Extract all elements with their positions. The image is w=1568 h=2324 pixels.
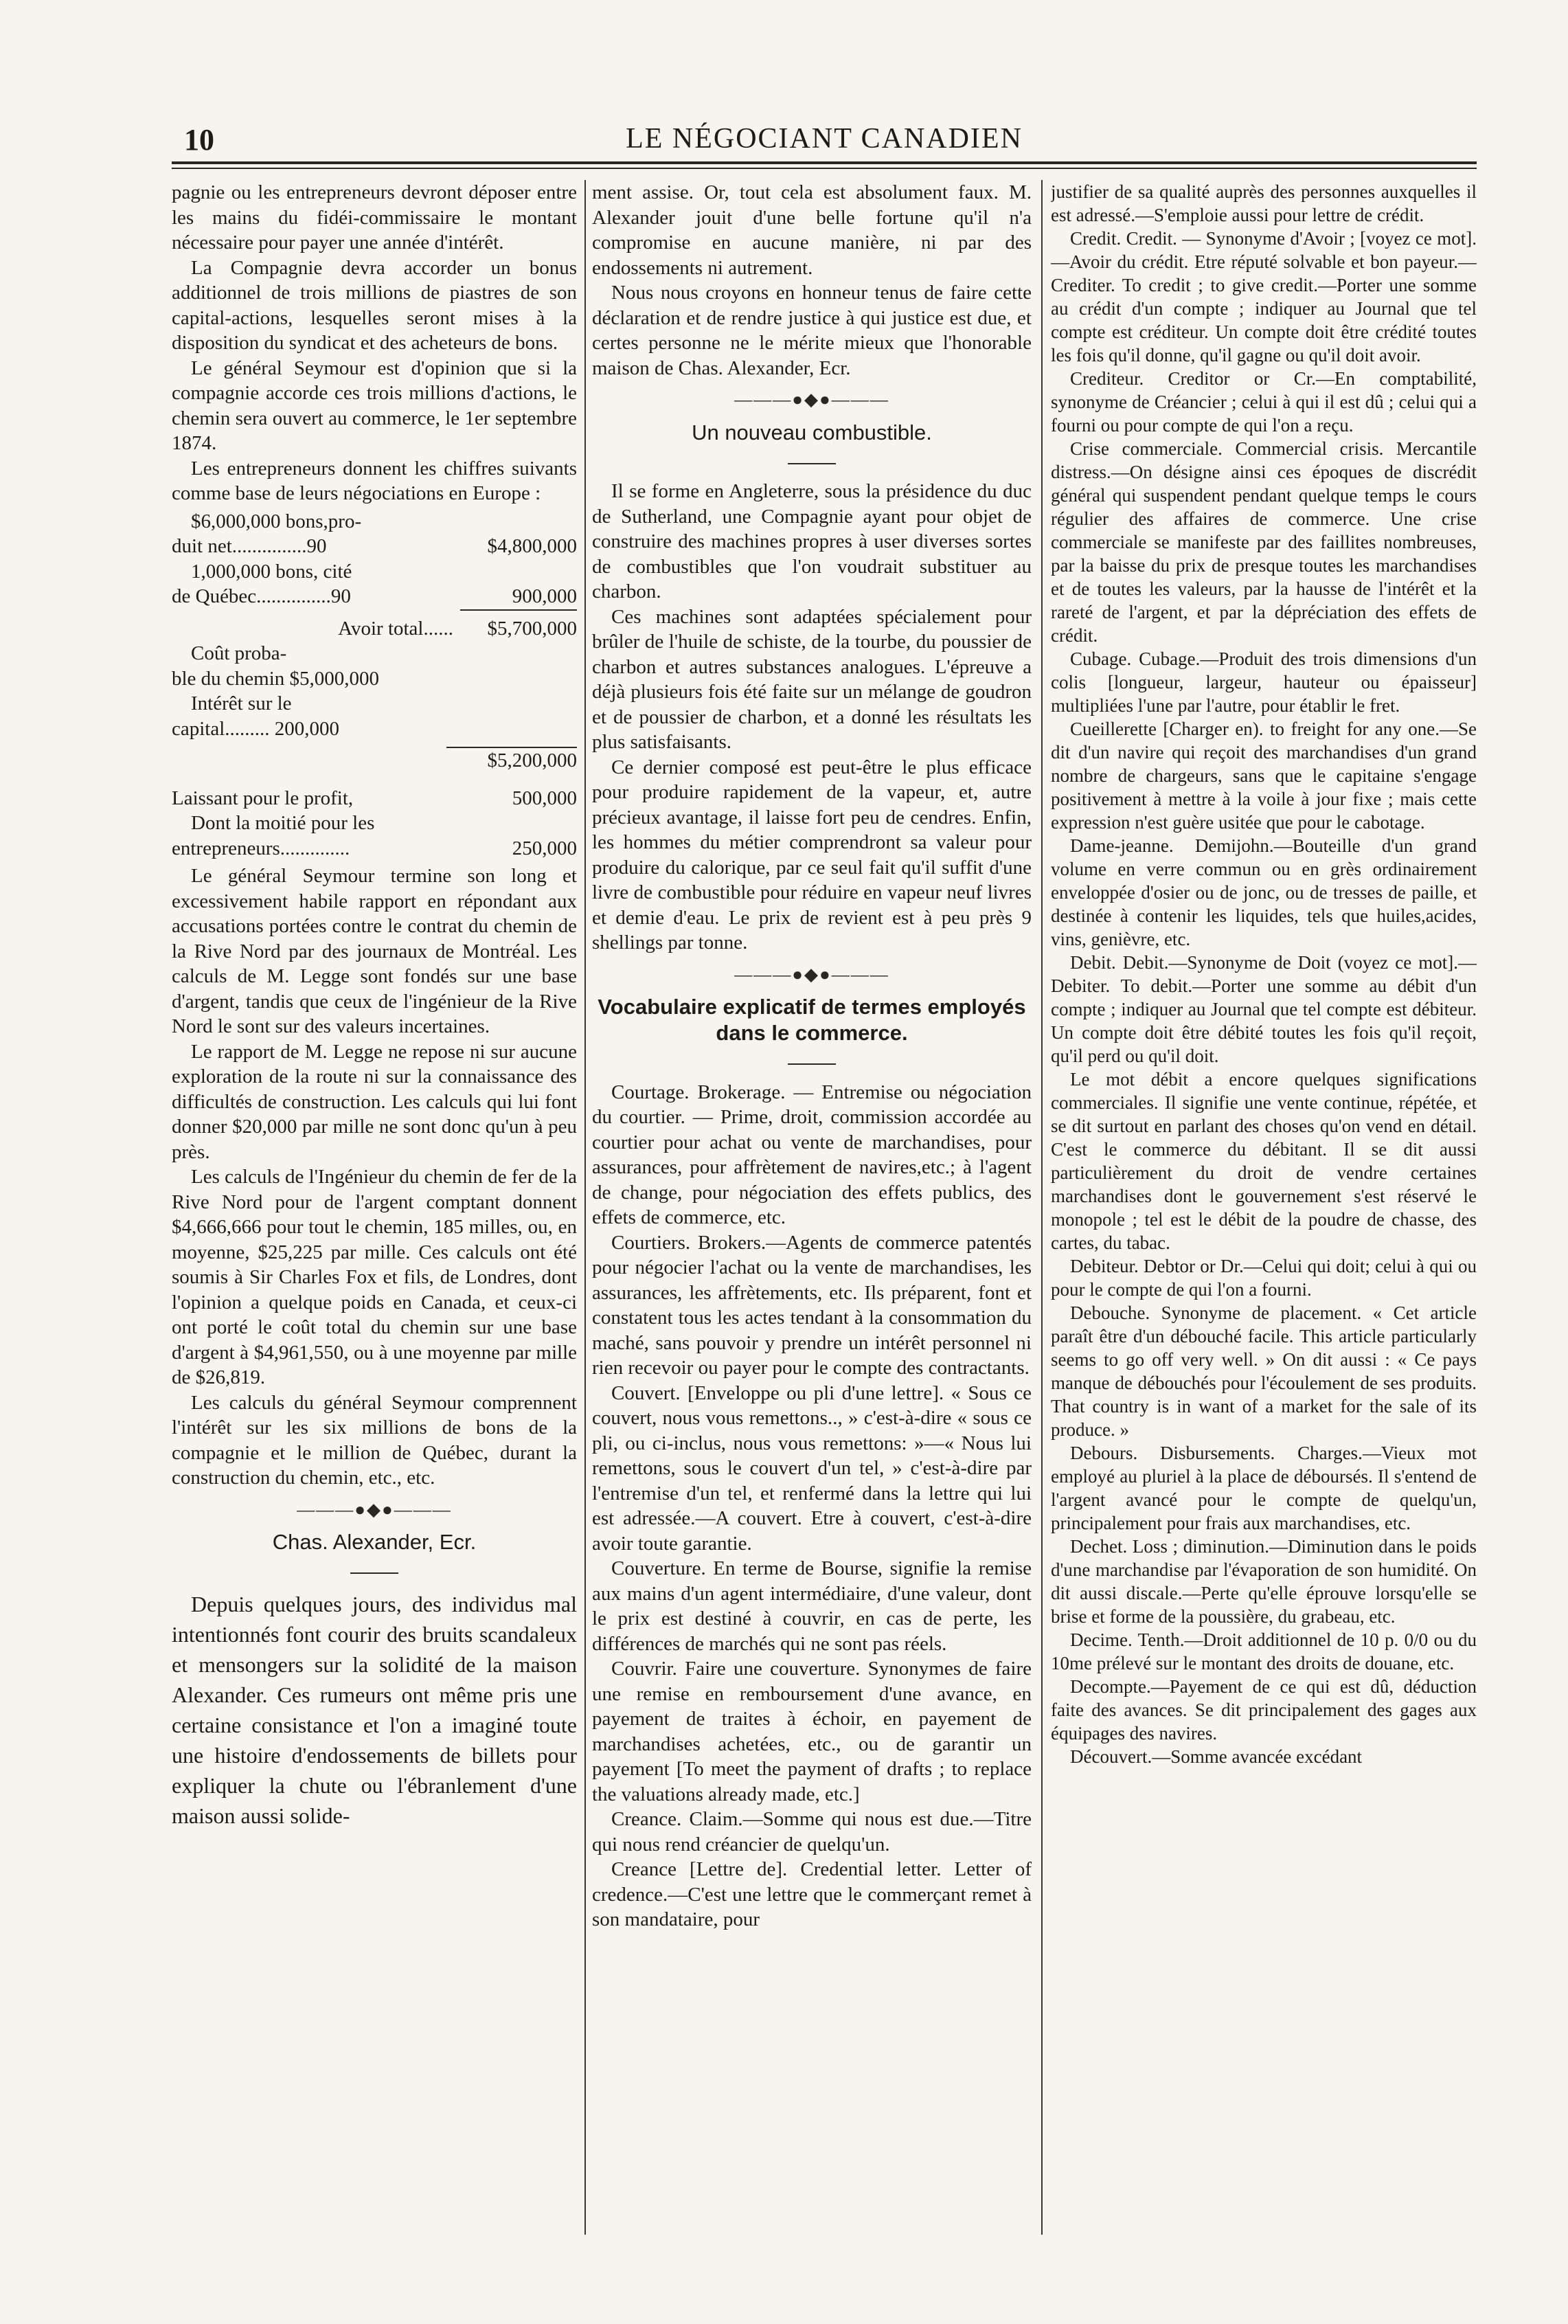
financial-figures — [172, 509, 577, 861]
ornament-separator: ———●◆●——— — [734, 964, 889, 984]
short-rule — [172, 1559, 577, 1585]
paragraph: Ce dernier composé est peut-être le plus efficace pour produire rapidement de la vapeur, et, autre précieux avantage, il laisse fort peu de cendres. Enfin, les hommes du métier comprendront sa valeur pour produire du calorique, par ce seul fait qu'il suffit d'une livre de combustible pour réduire en vapeur neuf livres et demie d'eau. Le prix de revient est à peu près 9 shellings par tonne. — [592, 756, 1032, 954]
paragraph: pagnie ou les entrepreneurs devront déposer entre les mains du fidéi-commissaire le montant nécessaire pour payer une année d'intérêt. — [172, 181, 577, 253]
vocabulary-entry: Creance. Claim.—Somme qui nous est due.—Titre qui nous rend créancier de quelqu'un. — [592, 1808, 1032, 1855]
section-heading: Chas. Alexander, Ecr. — [272, 1530, 477, 1554]
header-rule-thin — [172, 168, 1477, 169]
column-3 — [1051, 180, 1477, 2242]
figure-row: Dont la moitié pour les — [191, 812, 375, 834]
vocabulary-entry: Credit. Credit. — Synonyme d'Avoir ; [voyez ce mot].—Avoir du crédit. Etre réputé solvable et bon payeur.—Crediter. To credit ; to give credit.—Porter une somme au crédit d'un compte ; indiquer au Journal que tel compte est créditeur. Un compte doit être crédité toutes les fois qu'il donne, qu'il gagne ou qu'il doit avoir. — [1051, 228, 1477, 365]
vocabulary-entry: Decime. Tenth.—Droit additionnel de 10 p. 0/0 ou du 10me prélevé sur le montant des droits de douane, etc. — [1051, 1629, 1477, 1673]
figure-row: de Québec...............90 900,000 — [172, 584, 577, 611]
figure-row: capital......... 200,000 — [172, 717, 340, 740]
vocabulary-entry: Cubage. Cubage.—Produit des trois dimensions d'un colis [longueur, largeur, hauteur ou épaisseur] multipliées l'une par l'autre, pour établir le fret. — [1051, 648, 1477, 716]
vocabulary-entry: Couvrir. Faire une couverture. Synonymes de faire une remise en remboursement d'une avance, en payement de traites à échoir, en payement de marchandises achetées, etc., ou de garantir un payement [To meet the payment of drafts ; to replace the valuations already made, etc.] — [592, 1658, 1032, 1805]
vocabulary-entry: Decompte.—Payement de ce qui est dû, déduction faite des avances. Se dit principalement des gages aux équipages des navires. — [1051, 1676, 1477, 1744]
paragraph: Les calculs de l'Ingénieur du chemin de fer de la Rive Nord pour de l'argent comptant donnent $4,666,666 pour tout le chemin, 185 milles, ou, en moyenne, $25,225 par mille. Ces calculs ont été soumis à Sir Charles Fox et fils, de Londres, dont l'opinion a quelque poids en Canada, et ceux-ci ont porté le coût total du chemin sur une base d'argent à $4,961,550, ou à une moyenne par mille de $26,819. — [172, 1166, 577, 1388]
paragraph: ment assise. Or, tout cela est absolument faux. M. Alexander jouit d'une belle fortune qu'il n'a compromise en aucune manière, ni par des endossements ni autrement. — [592, 181, 1032, 279]
vocabulary-entry: Debours. Disbursements. Charges.—Vieux mot employé au pluriel à la place de déboursés. Il s'entend de l'argent avancé pour le compte de quelqu'un, principalement pour frais aux marchandises, etc. — [1051, 1443, 1477, 1533]
column-2 — [592, 180, 1032, 2242]
vocabulary-entry: Couverture. En terme de Bourse, signifie la remise aux mains d'un agent intermédiaire, d'une valeur, dont le prix est destiné à couvrir, en cas de perte, les différences de marchés qui ne sont pas réels. — [592, 1557, 1032, 1655]
figure-row: Intérêt sur le — [191, 692, 292, 714]
paragraph: Le général Seymour termine son long et excessivement habile rapport en répondant aux accusations portées contre le contrat du chemin de la Rive Nord par des journaux de Montréal. Les calculs de M. Legge sont fondés sur une base d'argent, tandis que ceux de l'ingénieur de la Rive Nord le sont sur des valeurs incertaines. — [172, 865, 577, 1037]
column-divider-1 — [584, 180, 586, 2235]
paragraph: Le rapport de M. Legge ne repose ni sur aucune exploration de la route ni sur la connaissance des difficultés de construction. Les calculs qui lui font donner $20,000 par mille ne sont donc qu'un à peu près. — [172, 1040, 577, 1163]
paragraph: Les entrepreneurs donnent les chiffres suivants comme base de leurs négociations en Europe : — [172, 457, 577, 504]
paragraph: Ces machines sont adaptées spécialement pour brûler de l'huile de schiste, de la tourbe, du poussier de charbon et autres substances analogues. L'épreuve a déjà plusieurs fois été faite sur un mélange de goudron et de poussier de charbon, et a donné les résultats les plus satisfaisants. — [592, 605, 1032, 753]
vocabulary-entry: Crediteur. Creditor or Cr.—En comptabilité, synonyme de Créancier ; celui à qui il est dû ; celui qui a fourni ou pour compte de qui l'on a reçu. — [1051, 368, 1477, 436]
vocabulary-entry: justifier de sa qualité auprès des personnes auxquelles il est adressé.—S'emploie aussi pour lettre de crédit. — [1051, 181, 1477, 225]
vocabulary-entry: Crise commerciale. Commercial crisis. Mercantile distress.—On désigne ainsi ces époques de discrédit général qui suspendent pendant quelque temps le cours régulier des affaires de commerce. Une crise commerciale se manifeste par des faillites nombreuses, par la baisse du prix de presque toutes les marchandises et de toutes les valeurs, par la hausse de l'intérêt et la rareté de l'argent, et par la dépréciation des effets de crédit. — [1051, 438, 1477, 646]
vocabulary-entry: Cueillerette [Charger en). to freight for any one.—Se dit d'un navire qui reçoit des marchandises d'un grand nombre de chargeurs, sans que le capitaine s'engage positivement à mettre à la voile à jour fixe ; mais cette expression n'est guère usitée que pour le cabotage. — [1051, 719, 1477, 833]
page-header — [172, 118, 1477, 157]
section-heading: Vocabulaire explicatif de termes employés dans le commerce. — [598, 995, 1026, 1045]
vocabulary-entry: Creance [Lettre de]. Credential letter. Letter of credence.—C'est une lettre que le commerçant remet à son mandataire, pour — [592, 1858, 1032, 1930]
figure-row: Avoir total...... $5,700,000 — [338, 617, 577, 640]
figure-row: 1,000,000 bons, cité — [191, 560, 352, 583]
vocabulary-entry: Debit. Debit.—Synonyme de Doit (voyez ce mot].—Debiter. To debit.—Porter une somme au débit d'un compte ; indiquer au Journal que tel compte est débiteur. Un compte doit être débité toutes les fois qu'il reçoit, qu'il perd ou qu'il doit. — [1051, 952, 1477, 1066]
paragraph: Le général Seymour est d'opinion que si la compagnie accorde ces trois millions d'actions, le chemin sera ouvert au commerce, le 1er septembre 1874. — [172, 357, 577, 454]
vocabulary-entry: Le mot débit a encore quelques significations commerciales. Il signifie une vente continue, répétée, et se dit surtout en parlant des choses qu'on vend en détail. C'est le commerce du débitant. Il se dit aussi particulièrement du droit de vendre certaines marchandises dont le gouvernement s'est réservé le monopole ; tel est le débit de la poudre de chasse, des cartes, du tabac. — [1051, 1069, 1477, 1253]
paragraph: Nous nous croyons en honneur tenus de faire cette déclaration et de rendre justice à qui justice est due, et certes personne ne le mérite mieux que l'honorable maison de Chas. Alexander, Ecr. — [592, 282, 1032, 379]
vocabulary-entry: Debouche. Synonyme de placement. « Cet article paraît être d'un débouché facile. This article particularly seems to go off very well. » On dit aussi : « Ce pays manque de débouchés pour l'écoulement de ses produits. That country is in want of a market for the sale of its produce. » — [1051, 1302, 1477, 1440]
vocabulary-entry: Debiteur. Debtor or Dr.—Celui qui doit; celui à qui ou pour le compte de qui l'on a fourni. — [1051, 1256, 1477, 1300]
vocabulary-entry: Dechet. Loss ; diminution.—Diminution dans le poids d'une marchandise par l'évaporation de son humidité. On dit aussi discale.—Perte qu'elle éprouve lorsqu'elle se brise et forme de la poussière, du grabeau, etc. — [1051, 1536, 1477, 1627]
figure-row: duit net...............90 $4,800,000 — [172, 535, 577, 557]
column-divider-2 — [1041, 180, 1043, 2235]
figure-row: Laissant pour le profit, 500,000 — [172, 787, 577, 809]
figure-row: ble du chemin $5,000,000 — [172, 667, 380, 690]
paragraph: Depuis quelques jours, des individus mal intentionnés font courir des bruits scandaleux et mensongers sur la solidité de la maison Alexander. Ces rumeurs ont même pris une certaine consistance et l'on a imaginé toute une histoire d'endossements de billets pour expliquer la chute ou l'ébranlement d'une maison aussi solide- — [172, 1591, 577, 1828]
short-rule — [592, 450, 1032, 475]
vocabulary-entry: Découvert.—Somme avancée excédant — [1070, 1746, 1363, 1767]
figure-row: $6,000,000 bons,pro- — [191, 510, 362, 532]
vocabulary-entry: Couvert. [Enveloppe ou pli d'une lettre]. « Sous ce couvert, nous vous remettons.., » c'est-à-dire « sous ce pli, ou ci-inclus, nous vous remettons: »—« Nous lui remettons, sous le couvert d'un tel, » c'est-à-dire par l'entremise d'un tel, et renfermé dans la lettre qui lui est adressée.—A couvert. Etre à couvert, c'est-à-dire avoir toute garantie. — [592, 1381, 1032, 1555]
vocabulary-entry: Dame-jeanne. Demijohn.—Bouteille d'un grand volume en verre commun ou en grès ordinairement enveloppée d'osier ou de jonc, ou de tresses de paille, et destinée à contenir les liquides, tels que huiles,acides, vins, genièvre, etc. — [1051, 835, 1477, 949]
short-rule — [592, 1050, 1032, 1076]
vocabulary-entry: Courtage. Brokerage. — Entremise ou négociation du courtier. — Prime, droit, commission accordée au courtier pour achat ou vente de marchandises, pour assurances, pour affrètement de navires,etc.; à l'agent de change, pour négociation des effets publics, des effets de commerce, etc. — [592, 1081, 1032, 1228]
page-number: 10 — [184, 123, 214, 157]
paragraph: La Compagnie devra accorder un bonus additionnel de trois millions de piastres de son capital-actions, lesquelles seront mises à la disposition du syndicat et des acheteurs de bons. — [172, 256, 577, 354]
figure-row: $5,200,000 — [487, 749, 577, 771]
figure-row: Coût proba- — [191, 642, 287, 664]
paragraph: Les calculs du général Seymour comprennent l'intérêt sur les six millions de bons de la compagnie et le million de Québec, durant la construction du chemin, etc., etc. — [172, 1391, 577, 1489]
section-heading: Un nouveau combustible. — [692, 420, 932, 444]
header-rule-thick — [172, 161, 1477, 164]
journal-title: LE NÉGOCIANT CANADIEN — [626, 123, 1023, 155]
ornament-separator: ———●◆●——— — [297, 1499, 452, 1520]
paragraph: Il se forme en Angleterre, sous la présidence du duc de Sutherland, une Compagnie ayant pour objet de construire des machines propres à user diverses sortes de combustibles que l'on voudrait substituer au charbon. — [592, 480, 1032, 602]
column-1 — [172, 180, 577, 2242]
figure-row: entrepreneurs.............. 250,000 — [172, 837, 577, 859]
ornament-separator: ———●◆●——— — [734, 390, 889, 409]
vocabulary-entry: Courtiers. Brokers.—Agents de commerce patentés pour négocier l'achat ou la vente de marchandises, les assurances, les affrètements, etc. Ils préparent, font et constatent tous les actes tendant à la consommation du maché, sans pouvoir y prendre un intérêt personnel ni rien recevoir ou payer pour le compte des contractants. — [592, 1231, 1032, 1379]
